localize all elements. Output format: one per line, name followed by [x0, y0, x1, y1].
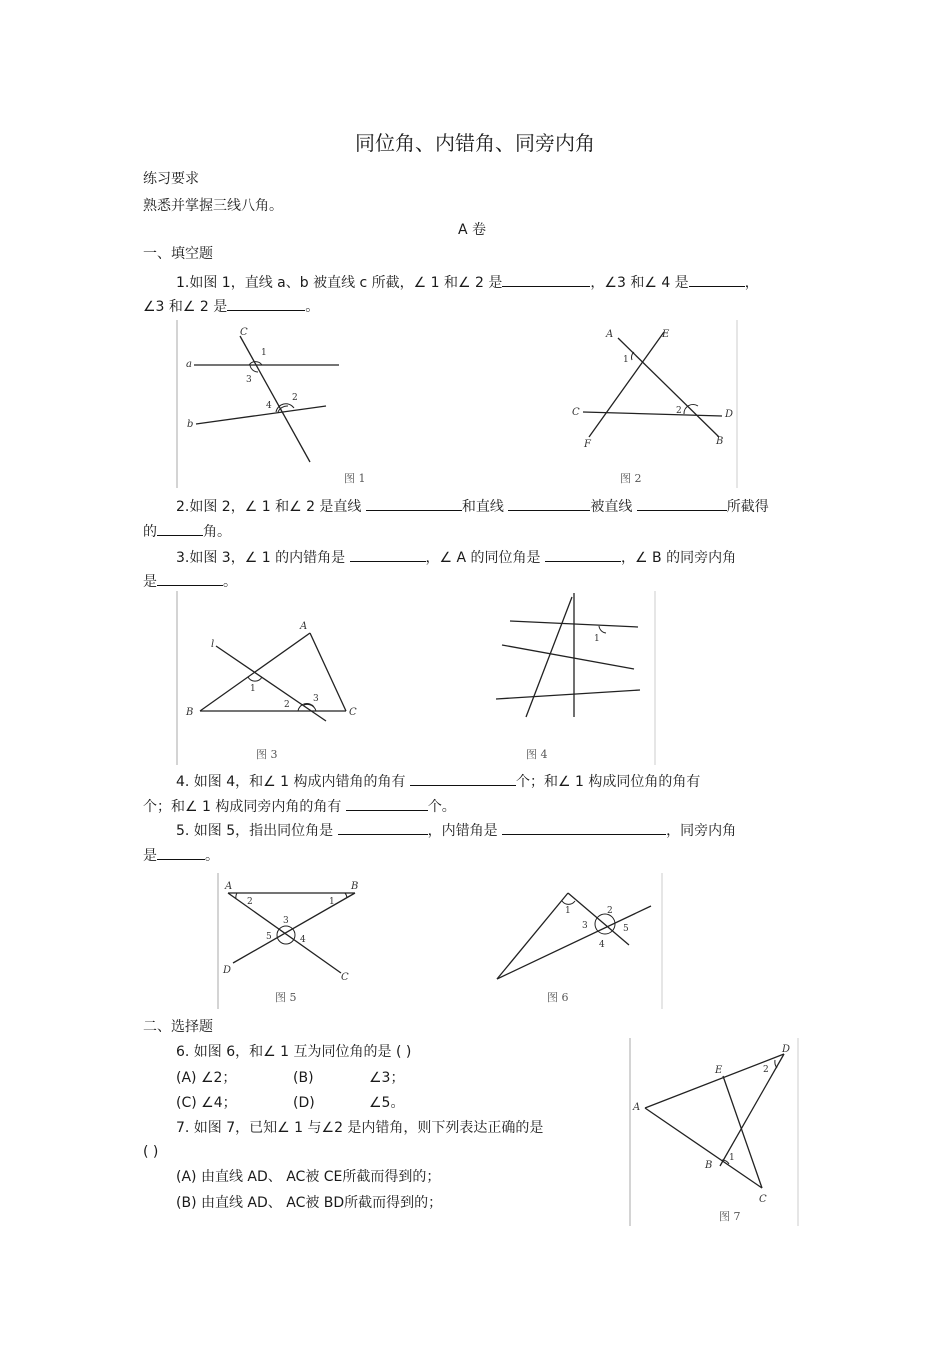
label-A: A [606, 329, 614, 340]
label-b: b [187, 419, 194, 430]
angle-5: 5 [266, 932, 272, 942]
answer-blank [227, 296, 305, 311]
angle-1: 1 [250, 684, 256, 694]
question-4-line-2: 个；和∠ 1 构成同旁内角的角有 个。 [143, 796, 456, 816]
label-C: C [759, 1194, 767, 1205]
figure-5-6 [217, 873, 663, 1009]
label-D: D [725, 409, 734, 420]
figure-1-2-panel [176, 320, 738, 488]
figure-3-caption: 图 3 [256, 748, 278, 761]
figure-7 [629, 1038, 799, 1226]
label-B: B [351, 881, 359, 892]
question-7-stem: 7. 如图 7，已知∠ 1 与∠2 是内错角，则下列表达正确的是 [176, 1120, 544, 1136]
figure-1-2 [176, 320, 738, 488]
label-B: B [716, 436, 724, 447]
label-C: C [240, 327, 248, 338]
question-6-option-a: (A) ∠2； [176, 1070, 237, 1086]
line-DB [720, 1054, 784, 1166]
angle-1: 1 [623, 355, 629, 365]
answer-blank [410, 771, 516, 786]
question-6-option-c: (C) ∠4； [176, 1095, 237, 1111]
angle-2: 2 [247, 897, 253, 907]
angle-1: 1 [565, 906, 571, 916]
angle-2: 2 [676, 406, 682, 416]
angle-3: 3 [246, 375, 252, 385]
line-EC [723, 1076, 762, 1188]
angle-5: 5 [623, 924, 629, 934]
volume-label: A 卷 [458, 222, 487, 238]
angle-4: 4 [599, 940, 605, 950]
line-middle [502, 645, 634, 669]
figure-3-4 [176, 591, 656, 765]
figure-2-caption: 图 2 [620, 472, 642, 485]
requirement-text: 熟悉并掌握三线八角。 [143, 198, 283, 214]
label-E: E [715, 1065, 723, 1076]
question-6-option-b-value: ∠3； [369, 1070, 405, 1086]
angle-2: 2 [292, 393, 298, 403]
answer-blank [157, 571, 223, 586]
answer-blank [338, 820, 428, 835]
question-5-line-1: 5. 如图 5，指出同位角是 ，内错角是 ，同旁内角 [176, 820, 736, 840]
question-3-line-2: 是 。 [143, 571, 237, 591]
line-c [240, 336, 310, 462]
section-fill-heading: 一、填空题 [143, 246, 213, 262]
question-7-option-b: (B) 由直线 AD、 AC被 BD所截而得到的； [176, 1195, 443, 1211]
question-6-option-b: (B) [293, 1070, 314, 1086]
question-1-line-2: ∠3 和∠ 2 是 。 [143, 296, 319, 316]
question-7-option-a: (A) 由直线 AD、 AC被 CE所截而得到的； [176, 1169, 441, 1185]
answer-blank [157, 521, 203, 536]
angle-4: 4 [300, 935, 306, 945]
label-D: D [782, 1044, 791, 1055]
label-C: C [572, 407, 580, 418]
label-A: A [225, 881, 233, 892]
angle-2: 2 [607, 906, 613, 916]
answer-blank [502, 272, 590, 287]
angle-4: 4 [266, 401, 272, 411]
question-4-line-1: 4. 如图 4，和∠ 1 构成内错角的角有 个；和∠ 1 构成同位角的角有 [176, 771, 700, 791]
question-6-option-d: (D) [293, 1095, 315, 1111]
angle-1: 1 [729, 1153, 735, 1163]
question-3-line-1: 3.如图 3，∠ 1 的内错角是 ，∠ A 的同位角是 ，∠ B 的同旁内角 [176, 547, 736, 567]
section-choice-heading: 二、选择题 [143, 1019, 213, 1035]
angle-3: 3 [582, 921, 588, 931]
label-B: B [705, 1160, 713, 1171]
answer-blank [157, 845, 205, 860]
label-C: C [341, 972, 349, 983]
label-D: D [223, 965, 232, 976]
angle-2: 2 [763, 1065, 769, 1075]
figure-4-caption: 图 4 [526, 748, 548, 761]
label-A: A [633, 1102, 641, 1113]
angle-1: 1 [329, 897, 335, 907]
triangle-left-side [497, 893, 568, 979]
line-AC [645, 1108, 762, 1188]
line-l [216, 646, 326, 721]
label-E: E [662, 329, 670, 340]
answer-blank [545, 547, 621, 562]
figure-5-caption: 图 5 [275, 991, 297, 1004]
angle-1: 1 [594, 634, 600, 644]
figure-3-4-panel [176, 591, 656, 765]
figure-5-6-panel [217, 873, 663, 1009]
label-a: a [186, 359, 192, 370]
figure-1-caption: 图 1 [344, 472, 366, 485]
line-b [196, 406, 326, 424]
answer-blank [508, 496, 590, 511]
figure-7-panel [629, 1038, 799, 1226]
question-2-line-2: 的 角。 [143, 521, 231, 541]
figure-6-caption: 图 6 [547, 991, 569, 1004]
label-F: F [584, 439, 591, 450]
answer-blank [637, 496, 727, 511]
question-7-paren: ( ) [143, 1144, 159, 1160]
question-5-line-2: 是 。 [143, 845, 219, 865]
line-bottom [496, 690, 640, 699]
label-l: l [211, 639, 215, 650]
triangle-right-side [568, 893, 629, 945]
answer-blank [350, 547, 426, 562]
figure-7-caption: 图 7 [719, 1210, 741, 1223]
answer-blank [502, 820, 666, 835]
angle-3: 3 [313, 694, 319, 704]
angle-2: 2 [284, 700, 290, 710]
requirement-heading: 练习要求 [143, 171, 199, 187]
question-1-line-1: 1.如图 1，直线 a、b 被直线 c 所截，∠ 1 和∠ 2 是 ，∠3 和∠ 4 是 ， [176, 272, 759, 292]
answer-blank [689, 272, 745, 287]
label-C: C [349, 707, 357, 718]
angle-1: 1 [261, 348, 267, 358]
line-AD [645, 1054, 784, 1108]
angle-3: 3 [283, 916, 289, 926]
line-EF [589, 332, 664, 437]
answer-blank [346, 796, 428, 811]
answer-blank [366, 496, 462, 511]
question-6-option-d-value: ∠5。 [369, 1095, 405, 1111]
label-A: A [300, 621, 308, 632]
question-2-line-1: 2.如图 2，∠ 1 和∠ 2 是直线 和直线 被直线 所截得 [176, 496, 769, 516]
label-B: B [186, 707, 194, 718]
transversal [497, 906, 651, 979]
question-6-stem: 6. 如图 6，和∠ 1 互为同位角的是 ( ) [176, 1044, 412, 1060]
page-title: 同位角、内错角、同旁内角 [355, 131, 595, 155]
